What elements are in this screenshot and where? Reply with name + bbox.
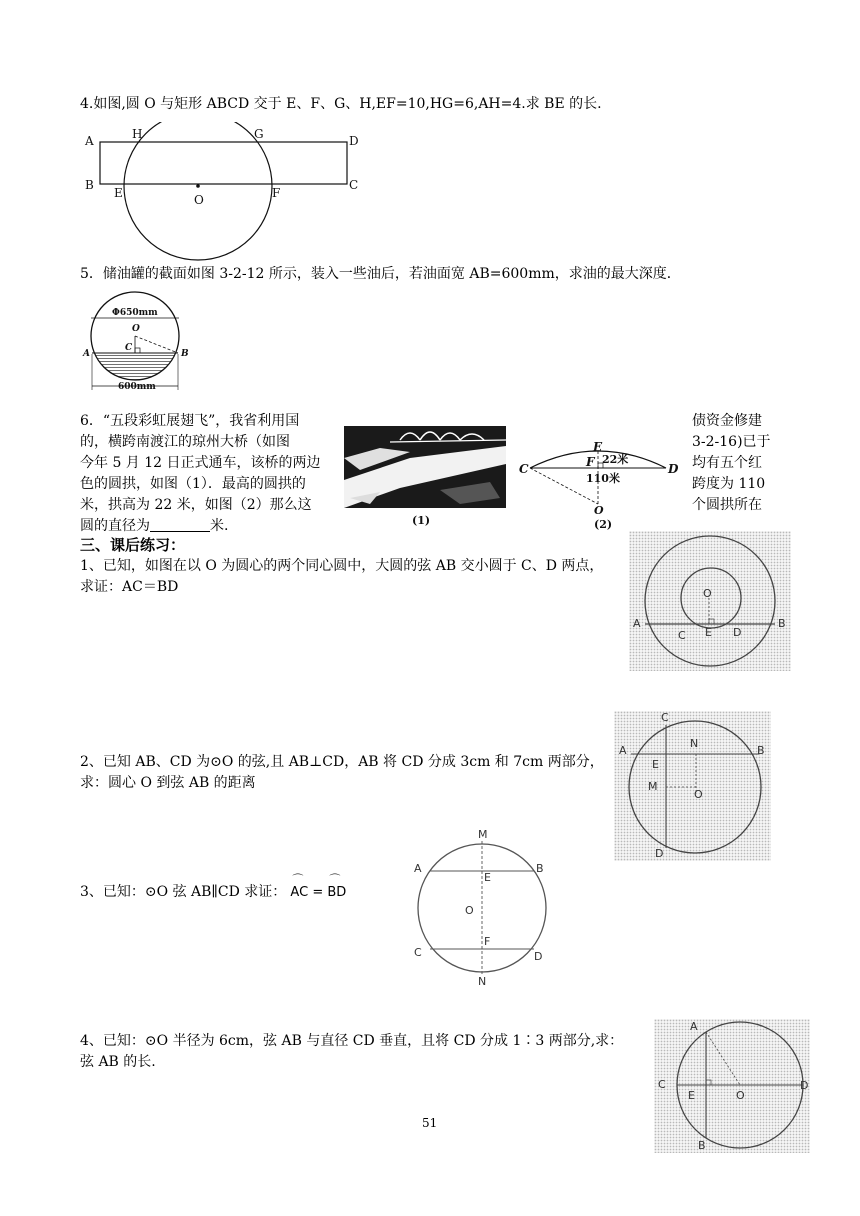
svg-text:B: B bbox=[778, 617, 786, 630]
svg-text:O: O bbox=[132, 324, 140, 334]
svg-text:E: E bbox=[652, 758, 659, 771]
ex4-line-1: 4、已知：⊙O 半径为 6cm，弦 AB 与直径 CD 垂直，且将 CD 分成 1∶3 两部分,求： bbox=[80, 1033, 624, 1049]
arc-bd: ⌒ BD bbox=[327, 882, 346, 903]
svg-text:E: E bbox=[705, 626, 712, 639]
svg-text:A: A bbox=[85, 134, 94, 148]
problem6-right-4: 跨度为 110 bbox=[692, 476, 766, 492]
problem6-right-5: 个圆拱所在 bbox=[692, 497, 762, 513]
problem6-line-1: 6．“五段彩虹展翅飞”，我省利用国 bbox=[80, 413, 300, 429]
svg-text:O: O bbox=[194, 193, 204, 207]
svg-text:A: A bbox=[83, 349, 90, 359]
arc-ac: ⌒ AC bbox=[290, 882, 308, 903]
problem5-text: 5．储油罐的截面如图 3-2-12 所示，装入一些油后，若油面宽 AB=600mm，求油的最大深度． bbox=[80, 266, 681, 282]
svg-text:O: O bbox=[736, 1089, 745, 1102]
problem6-line-2: 的，横跨南渡江的琼州大桥（如图 bbox=[80, 434, 290, 450]
arch-diagram bbox=[519, 440, 679, 517]
svg-text:N: N bbox=[690, 737, 699, 750]
svg-text:M: M bbox=[478, 828, 488, 841]
ex4-line-2: 弦 AB 的长. bbox=[80, 1054, 156, 1070]
svg-text:O: O bbox=[703, 587, 712, 600]
page-number: 51 bbox=[422, 1116, 438, 1130]
svg-text:M: M bbox=[648, 780, 658, 793]
problem6-line-4: 色的圆拱，如图（1）．最高的圆拱的 bbox=[80, 476, 306, 492]
ex1-line-2: 求证：AC＝BD bbox=[80, 579, 179, 595]
problem6-line-5: 米，拱高为 22 米，如图（2）那么这 bbox=[80, 497, 312, 513]
svg-text:D: D bbox=[733, 626, 742, 639]
svg-text:C: C bbox=[678, 629, 686, 642]
svg-text:(2): (2) bbox=[594, 518, 613, 530]
svg-text:C: C bbox=[519, 462, 529, 476]
section-heading: 三、课后练习： bbox=[80, 536, 186, 554]
svg-text:N: N bbox=[478, 975, 487, 988]
svg-text:B: B bbox=[181, 349, 189, 359]
svg-text:O: O bbox=[694, 788, 703, 801]
svg-text:E: E bbox=[114, 186, 123, 200]
problem5-figure bbox=[80, 288, 190, 394]
problem6-line-3: 今年 5 月 12 日正式通车，该桥的两边 bbox=[80, 455, 321, 471]
problem4-figure bbox=[82, 122, 372, 272]
ex3-figure bbox=[406, 826, 556, 988]
svg-text:B: B bbox=[536, 862, 544, 875]
svg-text:E: E bbox=[593, 440, 603, 454]
svg-text:B: B bbox=[757, 744, 765, 757]
problem6-line-6: 圆的直径为 米. bbox=[80, 518, 229, 534]
problem6-right-3: 均有五个红 bbox=[692, 455, 762, 471]
svg-text:F: F bbox=[586, 455, 595, 469]
svg-text:O: O bbox=[594, 504, 604, 517]
svg-text:D: D bbox=[668, 462, 679, 476]
svg-text:D: D bbox=[655, 847, 664, 860]
svg-text:110米: 110米 bbox=[586, 472, 620, 485]
svg-text:C: C bbox=[125, 343, 133, 353]
svg-text:F: F bbox=[484, 935, 491, 948]
problem6-right-2: 3-2-16)已于 bbox=[692, 434, 771, 450]
problem6-right-1: 债资金修建 bbox=[692, 413, 762, 429]
svg-text:H: H bbox=[132, 127, 143, 141]
svg-text:(1): (1) bbox=[412, 514, 431, 527]
ex2-figure bbox=[614, 711, 771, 861]
svg-text:A: A bbox=[619, 744, 627, 757]
svg-text:A: A bbox=[633, 617, 641, 630]
answer-blank[interactable] bbox=[150, 517, 210, 532]
ex2-line-1: 2、已知 AB、CD 为⊙O 的弦,且 AB⊥CD，AB 将 CD 分成 3cm 和 7cm 两部分， bbox=[80, 754, 604, 770]
ex1-line-1: 1、已知，如图在以 O 为圆心的两个同心圆中，大圆的弦 AB 交小圆于 C、D 两点， bbox=[80, 558, 604, 574]
svg-text:A: A bbox=[414, 862, 422, 875]
svg-text:A: A bbox=[690, 1020, 698, 1033]
svg-text:O: O bbox=[465, 904, 474, 917]
problem6-figures bbox=[340, 418, 690, 530]
svg-text:D: D bbox=[349, 134, 359, 148]
ex4-figure bbox=[654, 1019, 810, 1153]
svg-text:B: B bbox=[698, 1139, 706, 1152]
bridge-photo bbox=[344, 426, 506, 508]
problem4-text: 4.如图,圆 O 与矩形 ABCD 交于 E、F、G、H,EF=10,HG=6,AH=4.求 BE 的长. bbox=[80, 96, 602, 112]
svg-text:Φ650mm: Φ650mm bbox=[112, 308, 158, 318]
ex1-figure bbox=[629, 531, 791, 671]
svg-text:D: D bbox=[534, 950, 543, 963]
svg-text:C: C bbox=[661, 711, 669, 724]
svg-text:D: D bbox=[800, 1079, 809, 1092]
svg-text:C: C bbox=[658, 1078, 666, 1091]
ex2-line-2: 求：圆心 O 到弦 AB 的距离 bbox=[80, 775, 256, 791]
svg-text:G: G bbox=[254, 127, 264, 141]
svg-text:E: E bbox=[688, 1089, 695, 1102]
svg-text:600mm: 600mm bbox=[118, 382, 156, 392]
ex3-text: 3、已知：⊙O 弦 AB∥CD 求证： ⌒ AC = ⌒ BD bbox=[80, 882, 346, 903]
svg-text:22米: 22米 bbox=[602, 453, 629, 466]
svg-text:E: E bbox=[484, 871, 491, 884]
svg-text:C: C bbox=[349, 178, 359, 192]
svg-text:B: B bbox=[85, 178, 94, 192]
svg-text:F: F bbox=[272, 186, 281, 200]
svg-text:C: C bbox=[414, 946, 422, 959]
